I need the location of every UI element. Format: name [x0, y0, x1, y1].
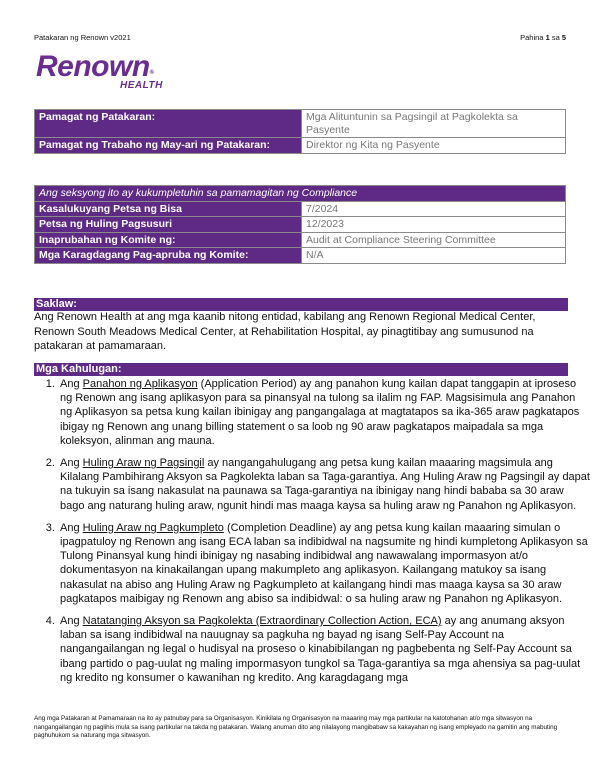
document-version: Patakaran ng Renown v2021: [34, 33, 131, 42]
table-row: [35, 110, 566, 138]
table-row: [35, 217, 566, 233]
approved-by-value: Audit at Compliance Steering Committee: [302, 232, 566, 248]
additional-approvals-value: N/A: [302, 248, 566, 264]
logo-word: Renown: [36, 50, 150, 83]
compliance-banner: Ang seksyong ito ay kukumpletuhin sa pamamagitan ng Compliance: [35, 186, 566, 202]
policy-owner-label: Pamagat ng Trabaho ng May-ari ng Patakaran:: [35, 138, 302, 154]
definitions-heading: Mga Kahulugan:: [34, 363, 568, 376]
additional-approvals-label: Mga Karagdagang Pag-apruba ng Komite:: [35, 248, 302, 264]
table-row: [35, 138, 566, 154]
last-review-value: 12/2023: [302, 217, 566, 233]
policy-title-label: Pamagat ng Patakaran:: [35, 110, 302, 138]
policy-owner-value: Direktor ng Kita ng Pasyente: [302, 138, 566, 154]
scope-heading: Saklaw:: [34, 298, 568, 311]
effective-date-value: 7/2024: [302, 201, 566, 217]
list-item: 1. Ang Panahon ng Aplikasyon (Application Period) ay ang panahon kung kailan dapat tanggapin at iproseso ng Renown ang isang aplikasyon para sa pinansyal na tulong sa ilalim ng FAP. Magsisimula ang Panahon ng Aplikasyon sa petsa kung kailan ibinigay ang pangangalaga at magtatapos sa ika-365 araw pagkatapos ibigay ng Renown ang unang billing statement o sa loob ng 90 araw pagkatapos maipadala sa mga koleksyon, alinman ang mauna.: [58, 377, 590, 448]
list-item: 2. Ang Huling Araw ng Pagsingil ay nangangahulugang ang petsa kung kailan maaaring magsimula ang Kilalang Pambihirang Aksyon sa Pagkolekta laban sa Taga-garantiya. Ang Huling Araw ng Pagsingil ay dapat na tukuyin sa isang nakasulat na paunawa sa Taga-garantiya na ibinigay nang hindi bababa sa 30 araw bago ang naturang huling araw, ngunit hindi mas maaga kaysa sa huling araw ng Panahon ng Aplikasyon.: [58, 456, 590, 513]
defined-term: Huling Araw ng Pagsingil: [82, 457, 205, 470]
renown-health-logo: [36, 50, 163, 91]
policy-title-value: Mga Alituntunin sa Pagsingil at Pagkolekta sa Pasyente: [302, 110, 566, 138]
table-row: [35, 232, 566, 248]
effective-date-label: Kasalukuyang Petsa ng Bisa: [35, 201, 302, 217]
approved-by-label: Inaprubahan ng Komite ng:: [35, 232, 302, 248]
scope-text: Ang Renown Health at ang mga kaanib nitong entidad, kabilang ang Renown Regional Medical Center, Renown South Meadows Medical Center, at Rehabilitation Hospital, ay pinagtitibay ang sumusunod na patakaran at pamamaraan.: [34, 311, 536, 352]
list-item: 3. Ang Huling Araw ng Pagkumpleto (Completion Deadline) ay ang petsa kung kailan maaaring simulan o ipagpatuloy ng Renown ang isang ECA laban sa indibidwal na nagsumite ng hindi kumpletong Aplikasyon sa Tulong Pinansyal kung hindi ibinigay ng nasabing indibidwal ang nawawalang impormasyon at/o dokumentasyon na kinakailangan upang makumpleto ang aplikasyon. Kailangang matukoy sa isang nakasulat na abiso ang Huling Araw ng Pagkumpleto at kailangang hindi mas maaga kaysa sa 30 araw pagkatapos maibigay ng Renown ang abiso sa indibidwal: o sa huling araw ng Panahon ng Aplikasyon.: [58, 521, 590, 606]
registered-mark: ®: [149, 70, 154, 76]
list-item: 4. Ang Natatanging Aksyon sa Pagkolekta (Extraordinary Collection Action, ECA) ay ang anumang aksyon laban sa isang indibidwal na nauugnay sa pagkuha ng bayad ng isang Self-Pay Account na nangangailangan ng legal o hudisyal na proseso o kinabibilangan ng pagbebenta ng Self-Pay Account sa ibang partido o pag-uulat ng maling impormasyon tungkol sa Taga-garantiya sa mga ahensiya sa pag-uulat ng kredito ng konsumer o kawanihan ng kredito. Ang karagdagang mga: [58, 614, 590, 685]
defined-term: Panahon ng Aplikasyon: [82, 378, 198, 390]
table-row: [35, 186, 566, 202]
table-row: [35, 201, 566, 217]
footer-disclaimer: Ang mga Patakaran at Pamamaraan na ito ay patnubay para sa Organisasyon. Kinikilala ng Organisasyon na maaaring may mga partikular na katotohanan at/o mga sitwasyon na nangangailangan ng paglihis mula sa isang partikular na takda ng patakaran. Walang anuman dito ang nilalayong mangibabaw sa kakayahan ng isang empleyado na gamitin ang mabuting paghuhukom sa naturang mga sitwasyon.: [34, 715, 558, 739]
table-row: [35, 248, 566, 264]
definitions-list: [34, 377, 590, 693]
compliance-table: [34, 185, 566, 264]
defined-term: Huling Araw ng Pagkumpleto: [82, 521, 224, 534]
last-review-label: Petsa ng Huling Pagsusuri: [35, 217, 302, 233]
defined-term: Natatanging Aksyon sa Pagkolekta (Extraordinary Collection Action, ECA): [82, 615, 442, 628]
policy-info-table: [34, 109, 566, 154]
page-number: Pahina 1 sa 5: [520, 33, 566, 42]
logo-subtitle: HEALTH: [120, 80, 163, 91]
